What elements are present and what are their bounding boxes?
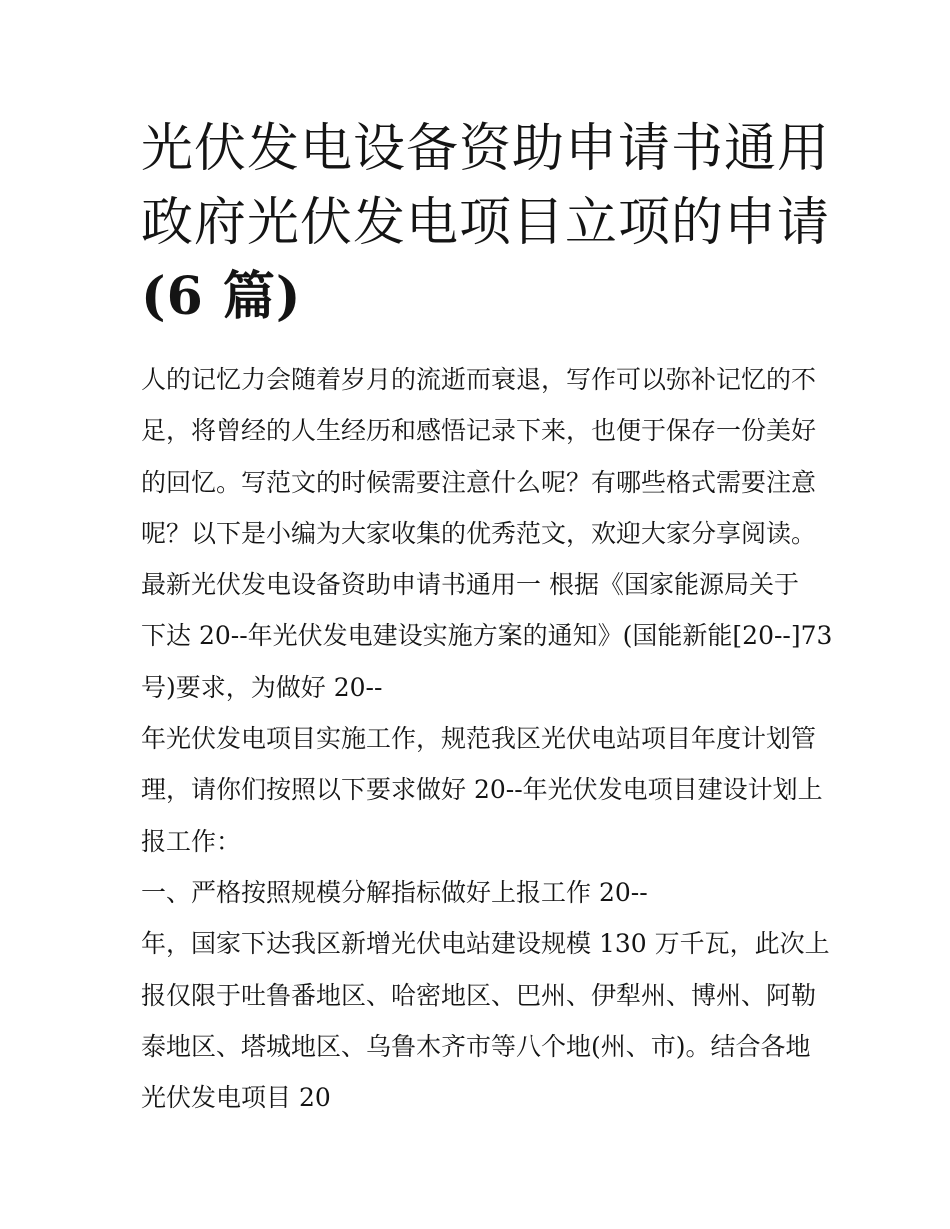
title-line-3: (6 篇) <box>141 266 302 327</box>
body-line: 年光伏发电项目实施工作，规范我区光伏电站项目年度计划管 <box>141 724 817 754</box>
body-line: 光伏发电项目 20 <box>141 1083 331 1113</box>
body-line: 理，请你们按照以下要求做好 20--年光伏发电项目建设计划上 <box>141 775 823 805</box>
body-line: 号)要求，为做好 20-- <box>141 672 383 702</box>
document-page <box>141 112 831 1123</box>
body-line: 的回忆。写范文的时候需要注意什么呢？有哪些格式需要注意 <box>141 467 817 497</box>
title-line-2: 政府光伏发电项目立项的申请 <box>141 193 831 253</box>
document-body <box>141 354 831 1123</box>
body-line: 泰地区、塔城地区、乌鲁木齐市等八个地(州、市)。结合各地 <box>141 1031 811 1061</box>
body-line: 一、严格按照规模分解指标做好上报工作 20-- <box>141 877 648 907</box>
body-line: 报工作： <box>141 826 242 856</box>
body-line: 人的记忆力会随着岁月的流逝而衰退，写作可以弥补记忆的不 <box>141 365 817 394</box>
body-line: 年，国家下达我区新增光伏电站建设规模 130 万千瓦，此次上 <box>141 929 830 959</box>
title-line-1: 光伏发电设备资助申请书通用 <box>141 119 831 179</box>
body-line: 下达 20--年光伏发电建设实施方案的通知》(国能新能[20--]73 <box>141 621 833 651</box>
body-line: 报仅限于吐鲁番地区、哈密地区、巴州、伊犁州、博州、阿勒 <box>141 980 817 1010</box>
body-line: 最新光伏发电设备资助申请书通用一 根据《国家能源局关于 <box>141 570 799 600</box>
body-line: 足，将曾经的人生经历和感悟记录下来，也便于保存一份美好 <box>141 416 817 446</box>
document-title <box>141 112 831 334</box>
body-line: 呢？以下是小编为大家收集的优秀范文，欢迎大家分享阅读。 <box>141 518 817 548</box>
